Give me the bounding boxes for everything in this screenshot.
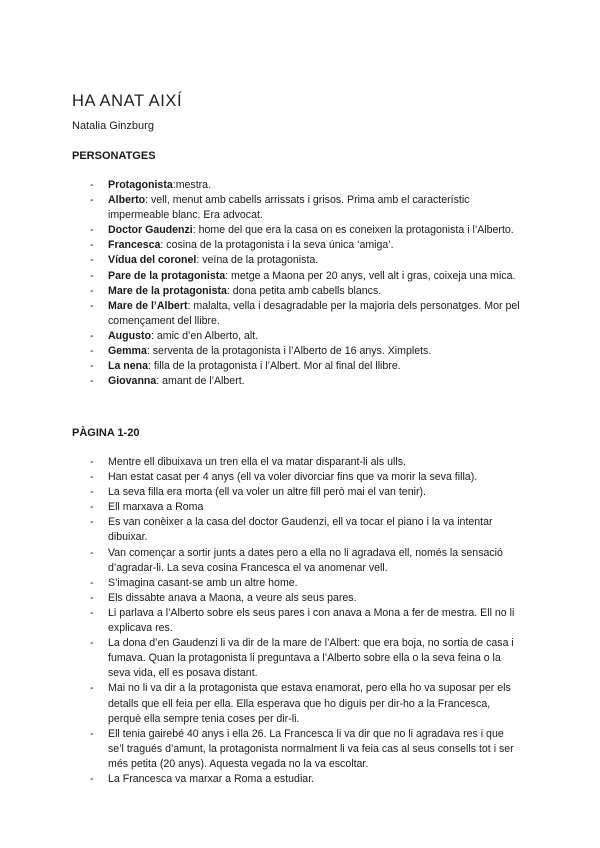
character-item xyxy=(0,223,600,238)
character-name: Doctor Gaudenzi xyxy=(108,224,193,237)
characters-list xyxy=(0,178,600,389)
document-title: HA ANAT AIXÍ xyxy=(72,92,183,110)
bullet-dash: - xyxy=(90,546,94,559)
note-item xyxy=(0,546,600,576)
character-name: Francesca xyxy=(108,239,161,252)
note-item xyxy=(0,576,600,591)
bullet-dash: - xyxy=(90,375,94,388)
pages-heading: PÀGINA 1-20 xyxy=(72,427,140,439)
bullet-dash: - xyxy=(90,727,94,740)
note-text: La Francesca va marxar a Roma a estudiar. xyxy=(108,772,315,785)
note-item xyxy=(0,485,600,500)
bullet-dash: - xyxy=(90,239,94,252)
character-item xyxy=(0,253,600,268)
bullet-dash: - xyxy=(90,516,94,529)
bullet-dash: - xyxy=(90,179,94,191)
note-text: Els dissabte anava a Maona, a veure als seus pares. xyxy=(108,591,357,604)
bullet-dash: - xyxy=(90,224,94,237)
note-text: Ell marxava a Roma xyxy=(108,501,204,514)
bullet-dash: - xyxy=(90,576,94,589)
bullet-dash: - xyxy=(90,486,94,499)
character-description: :mestra. xyxy=(172,179,212,191)
character-item xyxy=(0,284,600,299)
note-text: Mentre ell dibuixava un tren ella el va matar disparant-li als ulls. xyxy=(108,456,406,468)
note-item xyxy=(0,606,600,636)
note-text: La seva filla era morta (ell va voler un altre fill però mai el van tenir). xyxy=(108,486,426,499)
note-text: Han estat casat per 4 anys (ell va voler divorciar fins que va morir la seva filla). xyxy=(108,471,478,484)
bullet-dash: - xyxy=(90,254,94,267)
note-text: Mai no li va dir a la protagonista que estava enamorat, pero ella ho va suposar per els detalls que ell feia per ella. Ella esperava que ho diguis per dir-ho a la Francesca, perquè ella sempre tenia coses per dir-li. xyxy=(108,682,511,725)
bullet-dash: - xyxy=(90,591,94,604)
bullet-dash: - xyxy=(90,284,94,297)
bullet-dash: - xyxy=(90,194,94,207)
character-name: Pare de la protagonista xyxy=(108,269,226,282)
character-name: Alberto xyxy=(108,194,146,207)
notes-list xyxy=(0,455,600,787)
character-item xyxy=(0,344,600,359)
character-description: : veïna de la protagonista. xyxy=(196,254,319,267)
character-item xyxy=(0,178,600,193)
character-description: : vell, menut amb cabells arrissats i grisos. Prima amb el característic impermeable blanc. Era advocat. xyxy=(108,194,470,222)
characters-heading: PERSONATGES xyxy=(72,150,156,162)
note-item xyxy=(0,470,600,485)
character-description: : serventa de la protagonista i l’Alberto de 16 anys. Ximplets. xyxy=(146,345,432,358)
note-text: Van començar a sortir junts a dates pero a ella no li agradava ell, només la sensació d’agradar-li. La seva cosina Francesca el va anomenar vell. xyxy=(108,546,503,574)
character-item xyxy=(0,359,600,374)
character-item xyxy=(0,299,600,329)
bullet-dash: - xyxy=(90,471,94,484)
character-name: Gemma xyxy=(108,345,147,358)
character-item xyxy=(0,269,600,284)
note-item xyxy=(0,772,600,787)
bullet-dash: - xyxy=(90,606,94,619)
character-name: Giovanna xyxy=(108,375,157,388)
character-name: Protagonista xyxy=(108,179,173,191)
note-item xyxy=(0,455,600,470)
note-text: S’imagina casant-se amb un altre home. xyxy=(108,576,298,589)
character-description: : amic d’en Alberto, alt. xyxy=(150,329,259,342)
note-item xyxy=(0,591,600,606)
note-text: Ell tenia gairebé 40 anys i ella 26. La Francesca li va dir que no li agradava res i que se’l tragués d’amunt, la protagonista normalment li va feia cas al seus consells tot i ser més petita (20 anys). Aquesta vegada no la va escoltar. xyxy=(108,727,514,770)
character-name: Vídua del coronel xyxy=(108,254,197,267)
character-description: : dona petita amb cabells blancs. xyxy=(226,284,382,297)
character-name: Mare de l’Albert xyxy=(108,299,188,312)
note-item xyxy=(0,681,600,726)
character-item xyxy=(0,238,600,253)
bullet-dash: - xyxy=(90,501,94,514)
bullet-dash: - xyxy=(90,456,94,468)
document-author: Natalia Ginzburg xyxy=(72,120,154,132)
bullet-dash: - xyxy=(90,269,94,282)
character-name: Augusto xyxy=(108,329,151,342)
character-description: : cosina de la protagonista i la seva única ‘amiga’. xyxy=(160,239,394,252)
bullet-dash: - xyxy=(90,299,94,312)
note-text: La dona d’en Gaudenzi li va dir de la mare de l’Albert: que era boja, no sortia de casa i fumava. Quan la protagonista li preguntava a l’Alberto sobre ella o la seva feina o la seva vida, ell es posava distant. xyxy=(108,637,514,680)
character-name: La nena xyxy=(108,360,149,373)
note-item xyxy=(0,500,600,515)
character-description: : metge a Maona per 20 anys, vell alt i gras, coixeja una mica. xyxy=(225,269,516,282)
note-text: Es van conèixer a la casa del doctor Gaudenzi, ell va tocar el piano i la va intentar dibuixar. xyxy=(108,516,493,544)
bullet-dash: - xyxy=(90,329,94,342)
bullet-dash: - xyxy=(90,682,94,695)
note-item xyxy=(0,727,600,772)
character-item xyxy=(0,193,600,223)
character-name: Mare de la protagonista xyxy=(108,284,227,297)
bullet-dash: - xyxy=(90,772,94,785)
note-item xyxy=(0,636,600,681)
note-text: Li parlava a l’Alberto sobre els seus pares i con anava a Mona a fer de mestra. Ell no li explicava res. xyxy=(108,606,515,635)
character-item xyxy=(0,329,600,344)
character-description: : filla de la protagonista i l’Albert. Mor al final del llibre. xyxy=(148,360,401,373)
character-description: : malalta, vella i desagradable per la majoria dels personatges. Mor pel començament del llibre. xyxy=(108,299,520,327)
character-description: : home del que era la casa on es coneixen la protagonista i l’Alberto. xyxy=(192,224,514,237)
character-description: : amant de l’Albert. xyxy=(156,375,245,388)
bullet-dash: - xyxy=(90,360,94,373)
note-item xyxy=(0,515,600,545)
character-item xyxy=(0,374,600,389)
bullet-dash: - xyxy=(90,637,94,650)
bullet-dash: - xyxy=(90,345,94,358)
